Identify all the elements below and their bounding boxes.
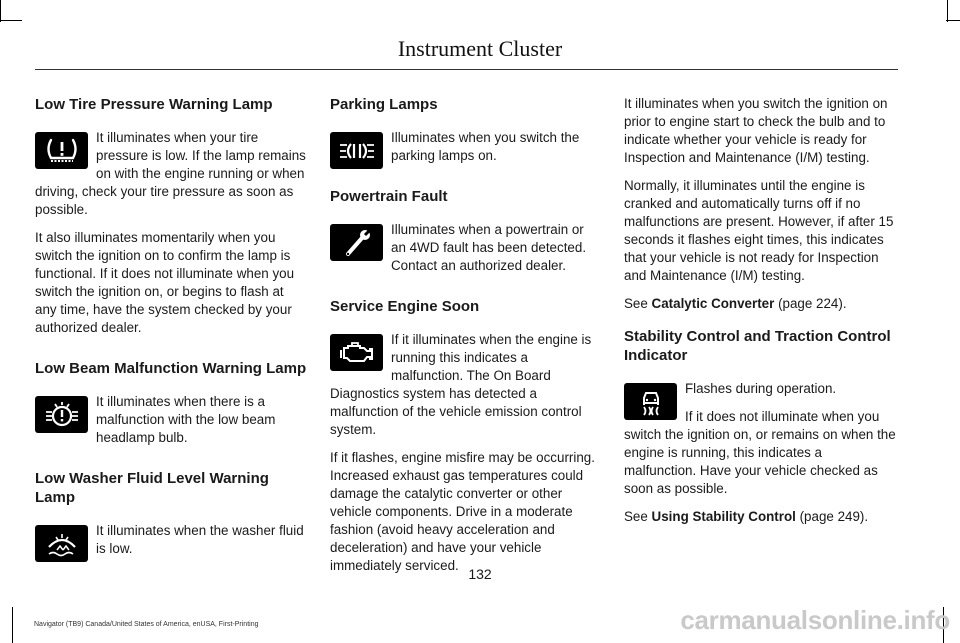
lowbeam-heading: Low Beam Malfunction Warning Lamp	[35, 360, 307, 377]
low-beam-malfunction-icon	[35, 396, 88, 433]
using-stability-control-link[interactable]: Using Stability Control	[651, 509, 796, 524]
see-using-stability-control: See Using Stability Control (page 249).	[624, 509, 869, 524]
crop-mark	[12, 607, 13, 643]
see-catalytic-converter: See Catalytic Converter (page 224).	[624, 296, 847, 311]
stability-heading: Stability Control and Traction Control Indicator	[624, 328, 891, 364]
wrench-icon	[330, 224, 383, 261]
column-1	[35, 95, 307, 568]
washer-heading: Low Washer Fluid Level Warning Lamp	[35, 470, 269, 506]
lowbeam-paragraph: It illuminates when there is a malfunction with the low beam headlamp bulb.	[96, 394, 276, 445]
parking-heading: Parking Lamps	[330, 96, 438, 113]
check-engine-icon	[330, 334, 383, 371]
emissions-paragraph-1: It illuminates when you switch the ignition on prior to engine start to check the bulb and to indicate whether your vehicle is ready for Inspection and Maintenance (I/M) testing.	[624, 96, 888, 165]
crop-mark	[0, 20, 22, 21]
column-2	[330, 95, 602, 585]
stability-control-icon	[624, 383, 677, 420]
powertrain-heading: Powertrain Fault	[330, 188, 448, 205]
crop-mark	[0, 0, 1, 22]
column-3	[624, 95, 896, 536]
tire-paragraph-2: It also illuminates momentarily when you switch the ignition on to confirm the lamp is functional. If it does not illuminate when you switch the ignition on, or begins to flash at any time, have the system checked by your authorized dealer.	[35, 230, 295, 335]
page-number: 132	[468, 566, 492, 582]
stability-paragraph-2: If it does not illuminate when you switch the ignition on, or remains on when the engine is running, this indicates a malfunction. Have your vehicle checked as soon as possible.	[624, 409, 896, 496]
catalytic-converter-link[interactable]: Catalytic Converter	[651, 296, 775, 311]
parking-paragraph: Illuminates when you switch the parking lamps on.	[391, 130, 580, 163]
parking-lamps-icon	[330, 132, 383, 169]
engine-heading: Service Engine Soon	[330, 298, 480, 315]
washer-paragraph: It illuminates when the washer fluid is low.	[96, 523, 304, 556]
page-title: Instrument Cluster	[397, 36, 563, 61]
tire-paragraph-1: It illuminates when your tire pressure is low. If the lamp remains on with the engine running or when driving, check your tire pressure as soon as possible.	[35, 130, 306, 217]
stability-paragraph-1: Flashes during operation.	[685, 381, 837, 396]
header-rule	[35, 69, 898, 70]
emissions-paragraph-2: Normally, it illuminates until the engine is cranked and automatically turns off if no malfunctions are present. However, if after 15 seconds it flashes eight times, this indicates that your vehicle is not ready for Inspection and Maintenance (I/M) testing.	[624, 178, 894, 283]
powertrain-paragraph: Illuminates when a powertrain or an 4WD fault has been detected. Contact an authorized dealer.	[391, 222, 587, 273]
tire-heading: Low Tire Pressure Warning Lamp	[35, 96, 273, 113]
edition-footer: Navigator (TB9) Canada/United States of America, enUSA, First-Printing	[34, 621, 259, 628]
washer-fluid-icon	[35, 525, 88, 562]
crop-mark	[947, 0, 948, 22]
engine-paragraph-1: If it illuminates when the engine is running this indicates a malfunction. The On Board Diagnostics system has detected a malfunction of the vehicle emission control system.	[330, 332, 592, 437]
engine-paragraph-2: If it flashes, engine misfire may be occurring. Increased exhaust gas temperatures could damage the catalytic converter or other vehicle components. Drive in a moderate fashion (avoid heavy acceleration and deceleration) and have your vehicle immediately serviced.	[330, 450, 595, 573]
crop-mark	[946, 20, 960, 21]
tire-pressure-icon	[35, 132, 88, 169]
watermark: carmanualsonline.info	[680, 605, 950, 635]
